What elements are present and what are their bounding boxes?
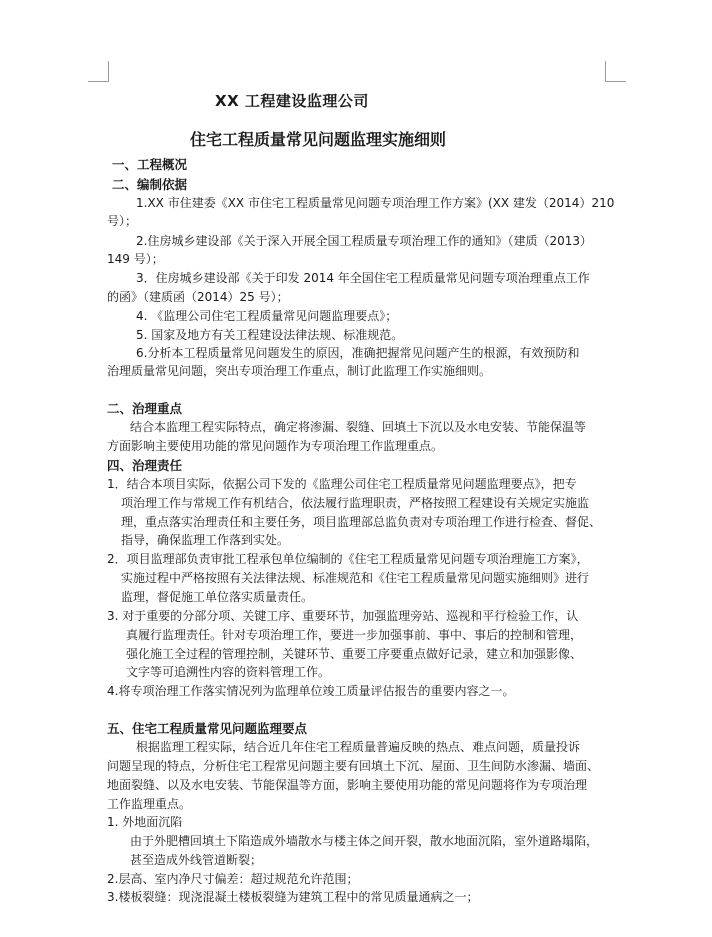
body-text-line: 2.住房城乡建设部《关于深入开展全国工程质量专项治理工作的通知》（建质（2013） xyxy=(136,234,592,248)
section-heading: 二、编制依据 xyxy=(112,177,188,192)
document-title: 住宅工程质量常见问题监理实施细则 xyxy=(190,130,447,149)
body-text-line: 号）； xyxy=(107,214,138,228)
body-text-line: 3．住房城乡建设部《关于印发 2014 年全国住宅工程质量常见问题专项治理重点工作 xyxy=(136,271,590,285)
body-text-line: 监理，督促施工单位落实质量责任。 xyxy=(121,590,314,604)
body-text-line: 文字等可追溯性内容的资料管理工作。 xyxy=(126,665,331,679)
body-text-line: 方面影响主要使用功能的常见问题作为专项治理工作监理重点。 xyxy=(107,439,444,453)
body-text-line: 项治理工作与常规工作有机结合，依法履行监理职责，严格按照工程建设有关规定实施监 xyxy=(121,496,590,510)
body-text-line: 5. 国家及地方有关工程建设法律法规、标准规范。 xyxy=(136,328,404,342)
section-heading: 一、工程概况 xyxy=(112,157,188,172)
body-text-line: 4.将专项治理工作落实情况列为监理单位竣工质量评估报告的重要内容之一。 xyxy=(107,684,515,698)
body-text-line: 真履行监理责任。针对专项治理工作，要进一步加强事前、事中、事后的控制和管理， xyxy=(126,628,583,642)
body-text-line: 2.层高、室内净尺寸偏差：超过规范允许范围； xyxy=(107,872,359,886)
body-text-line: 的函》（建质函（2014）25 号）； xyxy=(107,290,289,304)
company-name: XX 工程建设监理公司 xyxy=(215,92,369,110)
body-text-line: 3.楼板裂缝：现浇混凝土楼板裂缝为建筑工程中的常见质量通病之一； xyxy=(107,890,479,904)
body-text-line: 指导，确保监理工作落到实处。 xyxy=(121,533,290,547)
crop-mark-top-right xyxy=(605,61,626,82)
body-text-line: 1. 外地面沉陷 xyxy=(107,815,183,829)
body-text-line: 由于外肥槽回填土下陷造成外墙散水与楼主体之间开裂，散水地面沉陷，室外道路塌陷， xyxy=(130,834,599,848)
body-text-line: 6.分析本工程质量常见问题发生的原因，准确把握常见问题产生的根源，有效预防和 xyxy=(136,346,580,360)
body-text-line: 根据监理工程实际，结合近几年住宅工程质量普遍反映的热点、难点问题，质量投诉 xyxy=(136,740,581,754)
body-text-line: 2．项目监理部负责审批工程承包单位编制的《住宅工程质量常见问题专项治理施工方案》， xyxy=(107,552,589,566)
body-text-line: 治理质量常见问题，突出专项治理工作重点，制订此监理工作实施细则。 xyxy=(107,364,492,378)
section-heading: 二、治理重点 xyxy=(107,401,183,416)
body-text-line: 1．结合本项目实际，依据公司下发的《监理公司住宅工程质量常见问题监理要点》，把专 xyxy=(107,477,577,491)
body-text-line: 结合本监理工程实际特点，确定将渗漏、裂缝、回填土下沉以及水电安装、节能保温等 xyxy=(130,420,587,434)
body-text-line: 强化施工全过程的管理控制，关键环节、重要工序要重点做好记录，建立和加强影像、 xyxy=(126,647,583,661)
body-text-line: 工作监理重点。 xyxy=(107,797,192,811)
body-text-line: 理，重点落实治理责任和主要任务，项目监理部总监负责对专项治理工作进行检查、督促、 xyxy=(121,515,602,529)
section-heading: 五、住宅工程质量常见问题监理要点 xyxy=(107,721,308,736)
body-text-line: 3. 对于重要的分部分项、关键工序、重要环节，加强监理旁站、巡视和平行检验工作，认 xyxy=(107,609,579,623)
body-text-line: 问题呈现的特点，分析住宅工程常见问题主要有回填土下沉、屋面、卫生间防水渗漏、墙面、 xyxy=(107,759,600,773)
body-text-line: 1.XX 市住建委《XX 市住宅工程质量常见问题专项治理工作方案》(XX 建发（2014）210 xyxy=(136,196,615,210)
section-heading: 四、治理责任 xyxy=(107,458,183,473)
body-text-line: 149 号）； xyxy=(107,252,164,266)
crop-mark-top-left xyxy=(88,61,109,82)
body-text-line: 地面裂缝、以及水电安装、节能保温等方面，影响主要使用功能的常见问题将作为专项治理 xyxy=(107,778,588,792)
body-text-line: 4. 《监理公司住宅工程质量常见问题监理要点》； xyxy=(136,309,398,323)
body-text-line: 实施过程中严格按照有关法律法规、标准规范和《住宅工程质量常见问题实施细则》进行 xyxy=(121,571,590,585)
body-text-line: 甚至造成外线管道断裂； xyxy=(130,853,263,867)
